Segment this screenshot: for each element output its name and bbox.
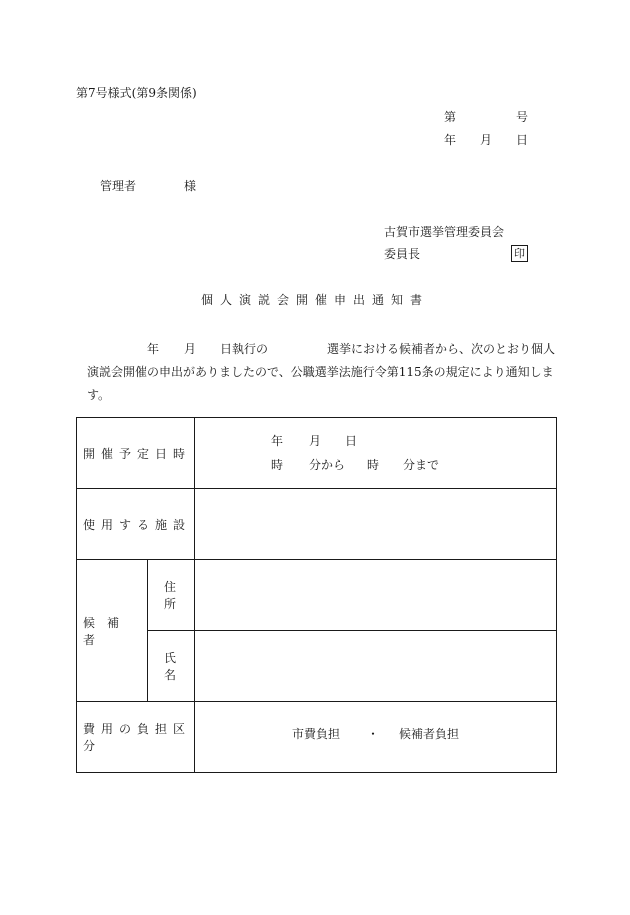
cost-label: 費用の負担区分 (77, 702, 195, 773)
date-month-label: 月 (480, 133, 493, 147)
date-year-label: 年 (444, 133, 457, 147)
sender-organization: 古賀市選挙管理委員会 (384, 225, 505, 239)
table-row-datetime (77, 418, 557, 489)
table-row-candidate-name (77, 631, 557, 702)
datetime-day: 日 (345, 434, 358, 448)
datetime-year: 年 (271, 434, 284, 448)
notification-form-table (76, 417, 557, 773)
table-row-cost (77, 702, 557, 773)
time-minute-from: 分から (309, 458, 346, 472)
datetime-label: 開催予定日時 (77, 418, 195, 489)
document-title: 個人演説会開催申出通知書 (200, 293, 429, 307)
address-label: 住所 (148, 560, 195, 631)
body-day-executed: 日執行の (220, 342, 269, 356)
candidate-address-field[interactable] (195, 560, 557, 631)
time-hour-from: 時 (271, 458, 284, 472)
body-month: 月 (184, 342, 197, 356)
body-line2: 演説会開催の申出がありましたので、公職選挙法施行令第115条の規定により通知しま (87, 365, 554, 379)
body-line1-rest: 選挙における候補者から、次のとおり個人 (327, 342, 556, 356)
addressee-role: 管理者 (100, 179, 137, 193)
table-row-facility (77, 489, 557, 560)
time-minute-to: 分まで (403, 458, 440, 472)
body-year: 年 (147, 342, 160, 356)
date-day-label: 日 (516, 133, 529, 147)
seal-mark: 印 (511, 245, 528, 262)
cost-option-city[interactable]: 市費負担 (292, 727, 341, 741)
document-number-suffix: 号 (516, 110, 529, 124)
cost-option-candidate[interactable]: 候補者負担 (399, 727, 460, 741)
datetime-month: 月 (309, 434, 322, 448)
table-row-candidate-address (77, 560, 557, 631)
name-label: 氏名 (148, 631, 195, 702)
addressee-honorific: 様 (184, 179, 197, 193)
form-number: 第7号様式(第9条関係) (76, 86, 197, 100)
candidate-name-field[interactable] (195, 631, 557, 702)
sender-title: 委員長 (384, 247, 421, 261)
facility-field[interactable] (195, 489, 557, 560)
candidate-label: 候補者 (77, 560, 148, 702)
datetime-field[interactable] (195, 418, 557, 489)
cost-separator: ・ (367, 727, 380, 741)
document-number-prefix: 第 (444, 110, 457, 124)
facility-label: 使用する施設 (77, 489, 195, 560)
body-line3: す。 (87, 388, 111, 402)
time-hour-to: 時 (367, 458, 380, 472)
cost-field (195, 702, 557, 773)
